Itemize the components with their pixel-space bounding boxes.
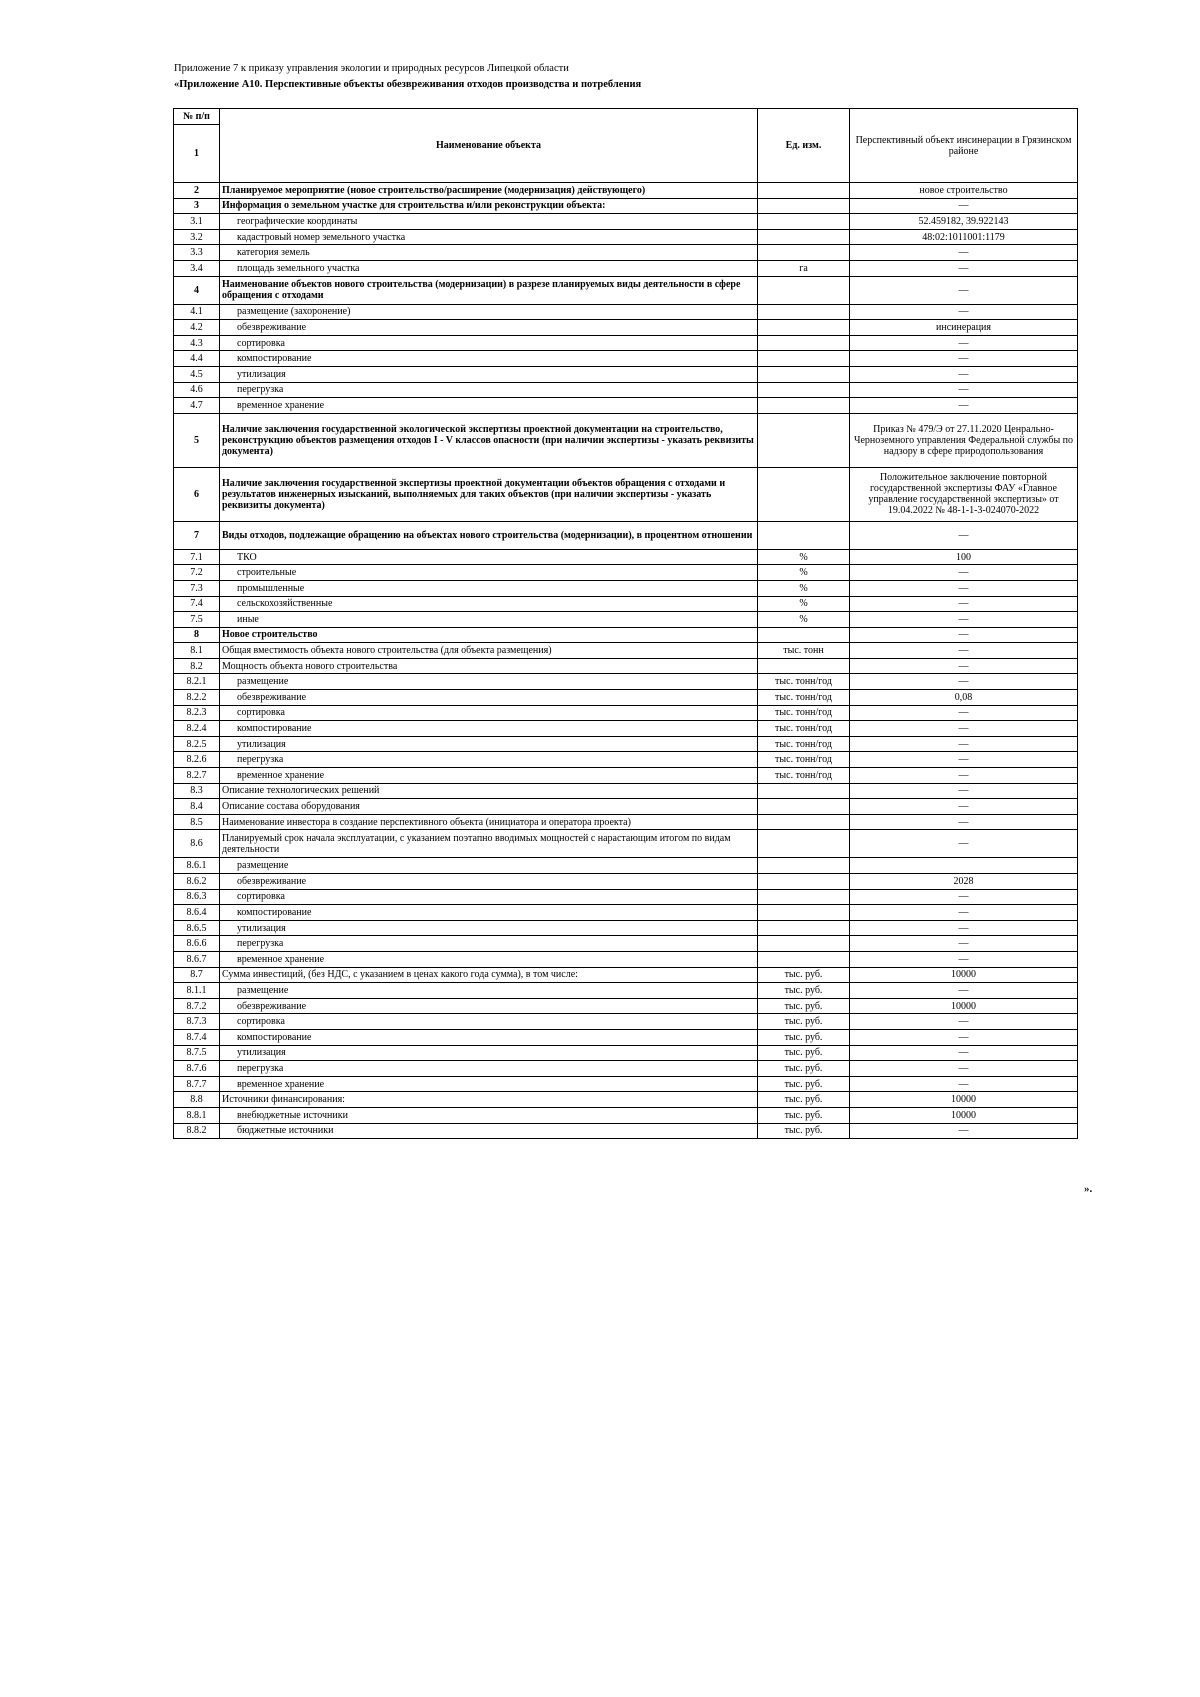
row-value: 100 xyxy=(850,549,1078,565)
row-name: категория земель xyxy=(220,245,758,261)
table-row xyxy=(174,752,1078,768)
table-row xyxy=(174,783,1078,799)
row-value: — xyxy=(850,951,1078,967)
row-name: размещение xyxy=(220,983,758,999)
row-name: Описание технологических решений xyxy=(220,783,758,799)
row-number: 8.6.1 xyxy=(174,858,220,874)
row-name: размещение xyxy=(220,858,758,874)
row-number: 8.7.5 xyxy=(174,1045,220,1061)
table-row xyxy=(174,276,1078,304)
row-value: — xyxy=(850,1123,1078,1139)
row-value: — xyxy=(850,674,1078,690)
row-name: сортировка xyxy=(220,889,758,905)
row-name: сельскохозяйственные xyxy=(220,596,758,612)
row-unit: тыс. тонн xyxy=(758,643,850,659)
row-value: — xyxy=(850,1045,1078,1061)
row-unit xyxy=(758,521,850,549)
row-number: 8.5 xyxy=(174,814,220,830)
row-value: — xyxy=(850,627,1078,643)
row-name: компостирование xyxy=(220,721,758,737)
row-number: 7.1 xyxy=(174,549,220,565)
row-unit: тыс. руб. xyxy=(758,1076,850,1092)
row-name: Наличие заключения государственной экологической экспертизы проектной документации на строительство, реконструкцию объектов размещения отходов I - V классов опасности (при наличии экспертизы - указать реквизиты документа) xyxy=(220,413,758,467)
row-value: — xyxy=(850,398,1078,414)
row-unit xyxy=(758,799,850,815)
row-name: размещение (захоронение) xyxy=(220,304,758,320)
row-name: перегрузка xyxy=(220,382,758,398)
table-row xyxy=(174,998,1078,1014)
row-name: утилизация xyxy=(220,366,758,382)
row-number: 8.2.6 xyxy=(174,752,220,768)
row-unit: тыс. тонн/год xyxy=(758,674,850,690)
row-unit: тыс. руб. xyxy=(758,998,850,1014)
row-unit: тыс. тонн/год xyxy=(758,752,850,768)
row-name: обезвреживание xyxy=(220,690,758,706)
table-row xyxy=(174,398,1078,414)
row-name: Наименование объектов нового строительства (модернизации) в разрезе планируемых виды деятельности в сфере обращения с отходами xyxy=(220,276,758,304)
row-value: — xyxy=(850,983,1078,999)
table-row xyxy=(174,198,1078,214)
table-row xyxy=(174,549,1078,565)
row-value: инсинерация xyxy=(850,320,1078,336)
row-unit: тыс. руб. xyxy=(758,1107,850,1123)
table-row xyxy=(174,951,1078,967)
row-name: Описание состава оборудования xyxy=(220,799,758,815)
table-row xyxy=(174,183,1078,199)
row-number: 4.2 xyxy=(174,320,220,336)
row-value: — xyxy=(850,565,1078,581)
row-number: 4.1 xyxy=(174,304,220,320)
row-name: площадь земельного участка xyxy=(220,260,758,276)
row-value: 0,08 xyxy=(850,690,1078,706)
row-value: — xyxy=(850,705,1078,721)
row-number: 8.6.6 xyxy=(174,936,220,952)
row-number: 8.6.2 xyxy=(174,874,220,890)
row-unit: % xyxy=(758,580,850,596)
table-row xyxy=(174,413,1078,467)
row-unit: тыс. руб. xyxy=(758,967,850,983)
row-number: 8.2.3 xyxy=(174,705,220,721)
table-row xyxy=(174,627,1078,643)
row-unit xyxy=(758,229,850,245)
table-row xyxy=(174,351,1078,367)
row-value: — xyxy=(850,1076,1078,1092)
row-unit: тыс. руб. xyxy=(758,1092,850,1108)
row-name: обезвреживание xyxy=(220,874,758,890)
table-row xyxy=(174,580,1078,596)
table-row xyxy=(174,1014,1078,1030)
column-index-number: 1 xyxy=(174,125,220,183)
row-number: 8.6.3 xyxy=(174,889,220,905)
row-name: Сумма инвестиций, (без НДС, с указанием в ценах какого года сумма), в том числе: xyxy=(220,967,758,983)
row-value: — xyxy=(850,580,1078,596)
row-unit: тыс. тонн/год xyxy=(758,768,850,784)
row-unit: тыс. тонн/год xyxy=(758,690,850,706)
row-number: 8.6.7 xyxy=(174,951,220,967)
row-unit xyxy=(758,467,850,521)
row-value: — xyxy=(850,245,1078,261)
table-row xyxy=(174,1076,1078,1092)
row-name: временное хранение xyxy=(220,768,758,784)
row-name: временное хранение xyxy=(220,951,758,967)
row-name: строительные xyxy=(220,565,758,581)
row-unit: тыс. руб. xyxy=(758,983,850,999)
row-name: утилизация xyxy=(220,920,758,936)
row-unit: тыс. руб. xyxy=(758,1045,850,1061)
row-value: — xyxy=(850,814,1078,830)
row-number: 8 xyxy=(174,627,220,643)
row-name: обезвреживание xyxy=(220,320,758,336)
row-name: Общая вместимость объекта нового строительства (для объекта размещения) xyxy=(220,643,758,659)
row-value: — xyxy=(850,366,1078,382)
document-header xyxy=(174,61,641,93)
row-value: — xyxy=(850,1014,1078,1030)
row-value: — xyxy=(850,721,1078,737)
row-name: временное хранение xyxy=(220,1076,758,1092)
column-header-number: № п/п xyxy=(174,109,220,125)
row-number: 7.3 xyxy=(174,580,220,596)
table-row xyxy=(174,858,1078,874)
waste-objects-table xyxy=(173,108,1078,1139)
table-row xyxy=(174,920,1078,936)
column-header-object: Перспективный объект инсинерации в Грязинском районе xyxy=(850,109,1078,183)
row-number: 4.3 xyxy=(174,335,220,351)
table-row xyxy=(174,596,1078,612)
row-value: — xyxy=(850,1029,1078,1045)
row-unit xyxy=(758,814,850,830)
row-unit: % xyxy=(758,549,850,565)
row-name: сортировка xyxy=(220,335,758,351)
row-value: — xyxy=(850,351,1078,367)
row-value: — xyxy=(850,643,1078,659)
row-number: 8.2.2 xyxy=(174,690,220,706)
row-name: размещение xyxy=(220,674,758,690)
row-unit: га xyxy=(758,260,850,276)
table-row xyxy=(174,768,1078,784)
row-value: — xyxy=(850,736,1078,752)
row-name: компостирование xyxy=(220,905,758,921)
table-row xyxy=(174,874,1078,890)
row-number: 7.5 xyxy=(174,612,220,628)
row-number: 2 xyxy=(174,183,220,199)
row-unit xyxy=(758,382,850,398)
table-row xyxy=(174,690,1078,706)
table-row xyxy=(174,799,1078,815)
row-value: 10000 xyxy=(850,998,1078,1014)
row-value: — xyxy=(850,304,1078,320)
table-row xyxy=(174,335,1078,351)
row-value: новое строительство xyxy=(850,183,1078,199)
row-value: 2028 xyxy=(850,874,1078,890)
row-number: 8.6.5 xyxy=(174,920,220,936)
row-unit: тыс. руб. xyxy=(758,1014,850,1030)
row-number: 8.7.6 xyxy=(174,1061,220,1077)
row-number: 4.6 xyxy=(174,382,220,398)
row-name: обезвреживание xyxy=(220,998,758,1014)
row-unit: тыс. тонн/год xyxy=(758,705,850,721)
row-name: перегрузка xyxy=(220,1061,758,1077)
table-row xyxy=(174,814,1078,830)
row-number: 3.2 xyxy=(174,229,220,245)
row-value: — xyxy=(850,905,1078,921)
row-number: 4.5 xyxy=(174,366,220,382)
row-unit: % xyxy=(758,565,850,581)
row-value: — xyxy=(850,596,1078,612)
row-value: — xyxy=(850,1061,1078,1077)
row-value: Приказ № 479/Э от 27.11.2020 Ценрально-Черноземного управления Федеральной службы по надзору в сфере природопользования xyxy=(850,413,1078,467)
row-unit xyxy=(758,905,850,921)
row-value: — xyxy=(850,260,1078,276)
row-unit xyxy=(758,936,850,952)
row-number: 8.1.1 xyxy=(174,983,220,999)
table-header-row xyxy=(174,109,1078,125)
table-row xyxy=(174,1107,1078,1123)
table-row xyxy=(174,889,1078,905)
row-number: 3 xyxy=(174,198,220,214)
row-number: 8.7 xyxy=(174,967,220,983)
table-row xyxy=(174,736,1078,752)
row-value: — xyxy=(850,752,1078,768)
row-number: 8.2.1 xyxy=(174,674,220,690)
row-number: 7.4 xyxy=(174,596,220,612)
row-unit: % xyxy=(758,596,850,612)
row-name: временное хранение xyxy=(220,398,758,414)
row-name: компостирование xyxy=(220,1029,758,1045)
row-name: бюджетные источники xyxy=(220,1123,758,1139)
table-row xyxy=(174,565,1078,581)
row-number: 3.1 xyxy=(174,214,220,230)
row-name: перегрузка xyxy=(220,752,758,768)
row-number: 8.7.7 xyxy=(174,1076,220,1092)
table-row xyxy=(174,521,1078,549)
row-name: иные xyxy=(220,612,758,628)
row-value: — xyxy=(850,936,1078,952)
row-value: — xyxy=(850,612,1078,628)
row-name: Наличие заключения государственной экспертизы проектной документации объектов обращения с отходами и результатов инженерных изысканий, выполняемых для таких объектов (при наличии экспертизы - указать реквизиты документа) xyxy=(220,467,758,521)
row-name: Источники финансирования: xyxy=(220,1092,758,1108)
row-name: Виды отходов, подлежащие обращению на объектах нового строительства (модернизации), в процентном отношении xyxy=(220,521,758,549)
row-value: — xyxy=(850,521,1078,549)
column-header-unit: Ед. изм. xyxy=(758,109,850,183)
row-number: 8.7.4 xyxy=(174,1029,220,1045)
table-row xyxy=(174,1061,1078,1077)
table-row xyxy=(174,936,1078,952)
table-row xyxy=(174,967,1078,983)
row-number: 3.4 xyxy=(174,260,220,276)
row-value: 10000 xyxy=(850,967,1078,983)
row-name: Наименование инвестора в создание перспективного объекта (инициатора и оператора проекта) xyxy=(220,814,758,830)
row-unit xyxy=(758,889,850,905)
row-name: Мощность объекта нового строительства xyxy=(220,658,758,674)
row-name: кадастровый номер земельного участка xyxy=(220,229,758,245)
row-number: 4.7 xyxy=(174,398,220,414)
row-number: 5 xyxy=(174,413,220,467)
row-unit xyxy=(758,627,850,643)
table-row xyxy=(174,983,1078,999)
row-value: 10000 xyxy=(850,1107,1078,1123)
row-name: промышленные xyxy=(220,580,758,596)
row-unit xyxy=(758,198,850,214)
row-name: внебюджетные источники xyxy=(220,1107,758,1123)
table-row xyxy=(174,612,1078,628)
row-unit xyxy=(758,783,850,799)
row-number: 8.2.5 xyxy=(174,736,220,752)
appendix-reference: Приложение 7 к приказу управления экологии и природных ресурсов Липецкой области xyxy=(174,63,569,74)
table-row xyxy=(174,304,1078,320)
row-number: 8.8.2 xyxy=(174,1123,220,1139)
row-unit xyxy=(758,276,850,304)
row-number: 8.8.1 xyxy=(174,1107,220,1123)
row-value: — xyxy=(850,783,1078,799)
appendix-title: «Приложение А10. Перспективные объекты обезвреживания отходов производства и потребления xyxy=(174,79,642,90)
row-number: 8.1 xyxy=(174,643,220,659)
table-row xyxy=(174,1045,1078,1061)
row-unit xyxy=(758,320,850,336)
row-name: ТКО xyxy=(220,549,758,565)
row-unit xyxy=(758,398,850,414)
row-unit xyxy=(758,830,850,858)
row-unit xyxy=(758,858,850,874)
row-value: 10000 xyxy=(850,1092,1078,1108)
table-row xyxy=(174,366,1078,382)
row-name: Новое строительство xyxy=(220,627,758,643)
row-unit: тыс. руб. xyxy=(758,1061,850,1077)
table-row xyxy=(174,1092,1078,1108)
table-row xyxy=(174,245,1078,261)
table-row xyxy=(174,905,1078,921)
table-row xyxy=(174,260,1078,276)
row-number: 4 xyxy=(174,276,220,304)
row-unit xyxy=(758,335,850,351)
row-value: — xyxy=(850,799,1078,815)
row-number: 8.2 xyxy=(174,658,220,674)
row-number: 4.4 xyxy=(174,351,220,367)
row-unit xyxy=(758,874,850,890)
row-unit: тыс. тонн/год xyxy=(758,736,850,752)
row-unit xyxy=(758,413,850,467)
table-row xyxy=(174,1123,1078,1139)
row-unit xyxy=(758,351,850,367)
row-name: географические координаты xyxy=(220,214,758,230)
closing-quote-mark: ». xyxy=(1084,1183,1093,1195)
row-value: — xyxy=(850,382,1078,398)
row-value: Положительное заключение повторной государственной экспертизы ФАУ «Главное управление государственной экспертизы» от 19.04.2022 № 48-1-1-3-024070-2022 xyxy=(850,467,1078,521)
row-name: Информация о земельном участке для строительства и/или реконструкции объекта: xyxy=(220,198,758,214)
row-value: — xyxy=(850,830,1078,858)
row-value: — xyxy=(850,889,1078,905)
row-number: 6 xyxy=(174,467,220,521)
row-name: сортировка xyxy=(220,705,758,721)
row-value xyxy=(850,858,1078,874)
row-unit: тыс. тонн/год xyxy=(758,721,850,737)
row-value: 52.459182, 39.922143 xyxy=(850,214,1078,230)
row-unit xyxy=(758,366,850,382)
table-row xyxy=(174,721,1078,737)
row-unit xyxy=(758,214,850,230)
row-value: 48:02:1011001:1179 xyxy=(850,229,1078,245)
row-unit xyxy=(758,658,850,674)
row-unit: тыс. руб. xyxy=(758,1029,850,1045)
row-value: — xyxy=(850,920,1078,936)
row-name: сортировка xyxy=(220,1014,758,1030)
table-row xyxy=(174,658,1078,674)
row-number: 8.7.2 xyxy=(174,998,220,1014)
row-unit xyxy=(758,245,850,261)
row-number: 8.2.4 xyxy=(174,721,220,737)
row-number: 7.2 xyxy=(174,565,220,581)
row-name: перегрузка xyxy=(220,936,758,952)
row-unit: тыс. руб. xyxy=(758,1123,850,1139)
table-row xyxy=(174,1029,1078,1045)
row-unit xyxy=(758,304,850,320)
row-number: 8.2.7 xyxy=(174,768,220,784)
row-name: Планируемое мероприятие (новое строительство/расширение (модернизация) действующего) xyxy=(220,183,758,199)
row-unit xyxy=(758,183,850,199)
column-header-name: Наименование объекта xyxy=(220,109,758,183)
row-unit xyxy=(758,920,850,936)
row-value: — xyxy=(850,658,1078,674)
table-row xyxy=(174,229,1078,245)
row-value: — xyxy=(850,276,1078,304)
row-number: 8.6 xyxy=(174,830,220,858)
row-name: утилизация xyxy=(220,736,758,752)
row-unit xyxy=(758,951,850,967)
row-number: 3.3 xyxy=(174,245,220,261)
table-row xyxy=(174,214,1078,230)
row-number: 8.7.3 xyxy=(174,1014,220,1030)
table-row xyxy=(174,674,1078,690)
table-row xyxy=(174,382,1078,398)
row-name: компостирование xyxy=(220,351,758,367)
table-row xyxy=(174,467,1078,521)
row-name: утилизация xyxy=(220,1045,758,1061)
table-row xyxy=(174,705,1078,721)
table-row xyxy=(174,830,1078,858)
row-unit: % xyxy=(758,612,850,628)
table-row xyxy=(174,643,1078,659)
table-row xyxy=(174,320,1078,336)
row-name: Планируемый срок начала эксплуатации, с указанием поэтапно вводимых мощностей с нарастающим итогом по видам деятельности xyxy=(220,830,758,858)
row-value: — xyxy=(850,198,1078,214)
row-value: — xyxy=(850,335,1078,351)
row-number: 8.6.4 xyxy=(174,905,220,921)
row-number: 7 xyxy=(174,521,220,549)
row-number: 8.3 xyxy=(174,783,220,799)
row-value: — xyxy=(850,768,1078,784)
row-number: 8.8 xyxy=(174,1092,220,1108)
row-number: 8.4 xyxy=(174,799,220,815)
